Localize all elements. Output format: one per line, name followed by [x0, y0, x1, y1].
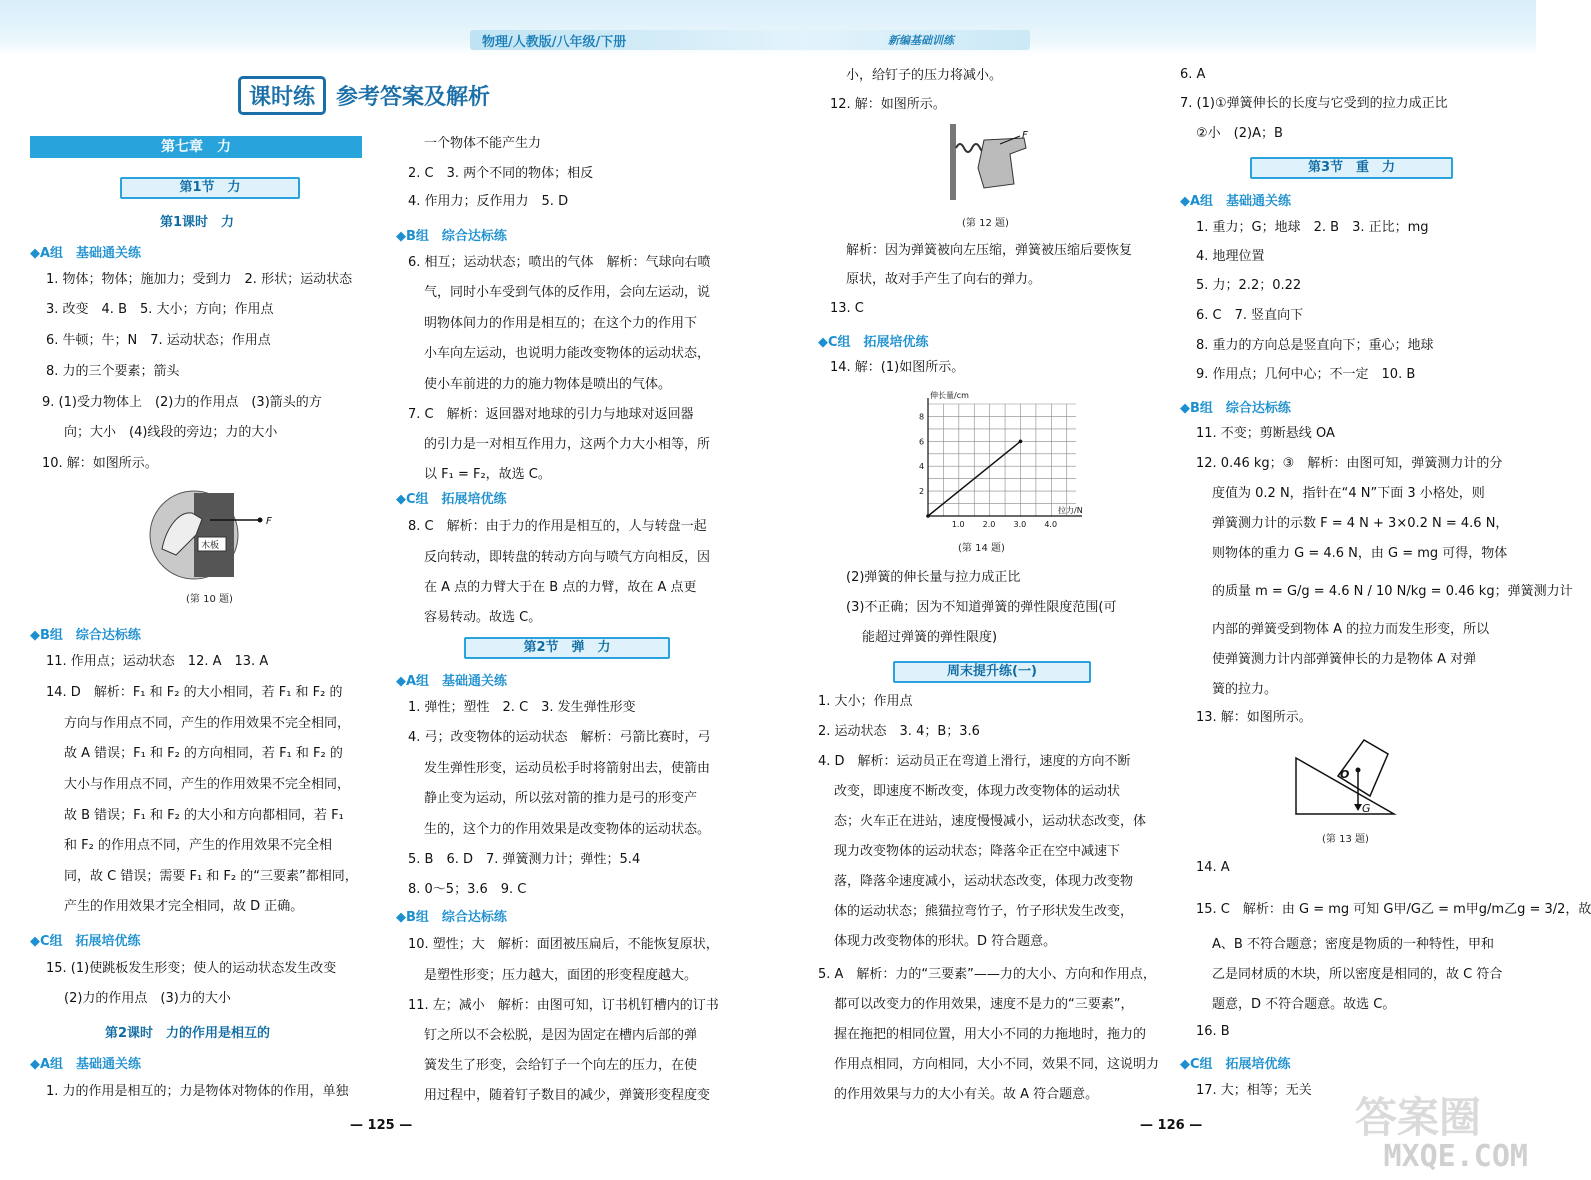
answer-line: 1. 重力；G；地球 2. B 3. 正比；mg — [1196, 220, 1429, 235]
figure-12-caption: (第 12 题) — [962, 218, 1009, 229]
group-c-label: ◆C组 拓展培优练 — [396, 492, 507, 507]
answer-line: 4. 弓；改变物体的运动状态 解析：弓箭比赛时，弓 — [408, 730, 711, 745]
answer-line: 13. 解：如图所示。 — [1196, 710, 1312, 725]
y-tick-label: 4 — [919, 462, 925, 472]
answer-line: 是塑性形变；压力越大，面团的形变程度越大。 — [424, 968, 698, 983]
chapter-heading: 第七章 力 — [30, 136, 362, 158]
title-rest: 参考答案及解析 — [336, 84, 491, 110]
answer-line: 14. D 解析：F₁ 和 F₂ 的大小相同，若 F₁ 和 F₂ 的 — [46, 685, 343, 700]
answer-line: 11. 作用点；运动状态 12. A 13. A — [46, 654, 269, 669]
lesson-heading-2: 第2课时 力的作用是相互的 — [105, 1026, 271, 1041]
answer-line: 6. A — [1180, 67, 1206, 82]
section-heading-2: 第2节 弹 力 — [464, 637, 670, 659]
answer-line: 11. 左；减小 解析：由图可知，订书机钉槽内的订书 — [408, 998, 719, 1013]
watermark-logo: 答案圈 — [1355, 1093, 1482, 1142]
answer-line: 的质量 m = G/g = 4.6 N / 10 N/kg = 0.46 kg；弹簧测力计 — [1212, 584, 1573, 599]
answer-line: 1. 物体；物体；施加力；受到力 2. 形状；运动状态 — [46, 272, 353, 287]
answer-line: 12. 0.46 kg；③ 解析：由图可知，弹簧测力计的分 — [1196, 456, 1503, 471]
x-tick-label: 4.0 — [1044, 520, 1058, 529]
answer-line: 5. B 6. D 7. 弹簧测力计；弹性；5.4 — [408, 852, 641, 867]
answer-line: 使小车前进的力的施力物体是喷出的气体。 — [424, 377, 672, 392]
answer-line: 现力改变物体的运动状态；降落伞正在空中减速下 — [834, 844, 1121, 859]
answer-line: 5. 力；2.2；0.22 — [1196, 278, 1302, 293]
answer-line: 体的运动状态；熊猫拉弯竹子，竹子形状发生改变， — [834, 904, 1134, 919]
answer-line: 气，同时小车受到气体的反作用，会向左运动，说 — [424, 285, 711, 300]
hand-icon — [978, 138, 1026, 188]
answer-line: 5. A 解析：力的“三要素”——力的大小、方向和作用点， — [818, 967, 1156, 982]
answer-line: 反向转动，即转盘的转动方向与喷气方向相反，因 — [424, 550, 711, 565]
answer-line: A、B 不符合题意；密度是物质的一种特性，甲和 — [1212, 937, 1494, 952]
answer-line: 11. 不变；剪断悬线 OA — [1196, 426, 1335, 441]
board-label: 木板 — [201, 541, 220, 551]
answer-line: 6. C 7. 竖直向下 — [1196, 308, 1304, 323]
answer-line: 乙是同材质的木块，所以密度是相同的，故 C 符合 — [1212, 967, 1503, 982]
group-b-label: ◆B组 综合达标练 — [1180, 401, 1291, 416]
group-b-label: ◆B组 综合达标练 — [30, 628, 141, 643]
weekly-heading: 周末提升练(一) — [893, 661, 1091, 683]
answer-line: 钉之所以不会松脱，是因为固定在槽内后部的弹 — [424, 1028, 698, 1043]
answer-line: 产生的作用效果才完全相同，故 D 正确。 — [64, 899, 304, 914]
answer-line: 10. 塑性；大 解析：面团被压扁后，不能恢复原状， — [408, 937, 719, 952]
answer-line: 大小与作用点不同，产生的作用效果不完全相同， — [64, 777, 351, 792]
answer-line: 1. 大小；作用点 — [818, 694, 913, 709]
wall-icon — [950, 124, 956, 200]
figure-10 — [148, 489, 288, 581]
answer-line: 3. 改变 4. B 5. 大小；方向；作用点 — [46, 302, 274, 317]
answer-line: ②小 (2)A；B — [1196, 126, 1283, 141]
group-a-label: ◆A组 基础通关练 — [30, 246, 142, 261]
answer-line: 16. B — [1196, 1024, 1230, 1039]
answer-line: 小，给钉子的压力将减小。 — [846, 68, 1003, 83]
x-axis-label: 拉力/N — [1058, 506, 1083, 515]
answer-line: 6. 牛顿；牛；N 7. 运动状态；作用点 — [46, 333, 271, 348]
figure-13 — [1292, 734, 1398, 818]
answer-line: 8. 重力的方向总是竖直向下；重心；地球 — [1196, 338, 1434, 353]
answer-line: 握在拖把的相同位置，用大小不同的力拖地时，拖力的 — [834, 1027, 1147, 1042]
answer-line: 以 F₁ = F₂，故选 C。 — [424, 467, 551, 482]
group-a-label: ◆A组 基础通关练 — [30, 1057, 142, 1072]
force-label: F — [266, 516, 272, 527]
answer-line: 发生弹性形变，运动员松手时将箭射出去，使箭由 — [424, 761, 711, 776]
force-point — [258, 518, 263, 523]
answer-line: 1. 力的作用是相互的；力是物体对物体的作用，单独 — [46, 1084, 349, 1099]
answer-line: 的作用效果与力的大小有关。故 A 符合题意。 — [834, 1087, 1099, 1102]
answer-line: 改变，即速度不断改变，体现力改变物体的运动状 — [834, 784, 1121, 799]
answer-line: 10. 解：如图所示。 — [42, 456, 158, 471]
answer-line: 4. 地理位置 — [1196, 249, 1265, 264]
data-point — [926, 514, 930, 518]
answer-line: 解析：因为弹簧被向左压缩，弹簧被压缩后要恢复 — [846, 243, 1133, 258]
answer-line: 8. 0～5；3.6 9. C — [408, 882, 527, 897]
answer-line: 15. (1)使跳板发生形变；使人的运动状态发生改变 — [46, 961, 337, 976]
group-b-label: ◆B组 综合达标练 — [396, 910, 507, 925]
group-c-label: ◆C组 拓展培优练 — [30, 934, 141, 949]
answer-line: 原状，故对手产生了向右的弹力。 — [846, 272, 1042, 287]
center-label: O — [1340, 768, 1350, 781]
book-info: 物理/人教版/八年级/下册 — [482, 35, 627, 50]
answer-line: 17. 大；相等；无关 — [1196, 1083, 1312, 1098]
answer-line: 7. C 解析：返回器对地球的引力与地球对返回器 — [408, 407, 694, 422]
group-a-label: ◆A组 基础通关练 — [1180, 194, 1292, 209]
answer-line: 13. C — [830, 301, 864, 316]
answer-line: 作用点相同，方向相同，大小不同，效果不同，这说明力 — [834, 1057, 1160, 1072]
answer-line: 6. 相互；运动状态；喷出的气体 解析：气球向右喷 — [408, 255, 711, 270]
answer-line: 小车向左运动，也说明力能改变物体的运动状态， — [424, 346, 711, 361]
y-tick-label: 2 — [919, 487, 925, 497]
figure-10-caption: (第 10 题) — [186, 594, 233, 605]
y-axis-label: 伸长量/cm — [930, 391, 969, 400]
answer-line: 态；火车正在进站，速度慢慢减小，运动状态改变，体 — [834, 814, 1147, 829]
lesson-heading-1: 第1课时 力 — [160, 215, 235, 230]
answer-line: 9. (1)受力物体上 (2)力的作用点 (3)箭头的方 — [42, 395, 322, 410]
answer-line: 容易转动。故选 C。 — [424, 610, 542, 625]
answer-line: 静止变为运动，所以弦对箭的推力是弓的形变产 — [424, 791, 698, 806]
answer-line: 4. 作用力；反作用力 5. D — [408, 194, 569, 209]
answer-line: 体现力改变物体的形状。D 符合题意。 — [834, 934, 1057, 949]
page-number-left: — 125 — — [350, 1118, 413, 1133]
watermark-site: MXQE.COM — [1383, 1139, 1528, 1174]
answer-line: 题意，D 不符合题意。故选 C。 — [1212, 997, 1396, 1012]
answer-line: 簧的拉力。 — [1212, 682, 1278, 697]
group-b-label: ◆B组 综合达标练 — [396, 229, 507, 244]
answer-line: (2)弹簧的伸长量与拉力成正比 — [846, 570, 1021, 585]
answer-line: 一个物体不能产生力 — [424, 136, 542, 151]
answer-line: 4. D 解析：运动员正在弯道上滑行，速度的方向不断 — [818, 754, 1131, 769]
x-tick-label: 2.0 — [982, 520, 996, 529]
answer-line: 方向与作用点不同，产生的作用效果不完全相同， — [64, 716, 351, 731]
answer-line: 用过程中，随着钉子数目的减少，弹簧形变程度变 — [424, 1088, 711, 1103]
answer-line: 簧发生了形变，会给钉子一个向左的压力，在使 — [424, 1058, 698, 1073]
answer-line: 能超过弹簧的弹性限度) — [862, 630, 998, 645]
force-label: F — [1022, 130, 1028, 141]
header-bar — [0, 0, 1536, 56]
group-c-label: ◆C组 拓展培优练 — [818, 335, 929, 350]
answer-line: 度值为 0.2 N，指针在“4 N”下面 3 小格处，则 — [1212, 486, 1485, 501]
answer-line: 落，降落伞速度减小，运动状态改变，体现力改变物 — [834, 874, 1134, 889]
page-number-right: — 126 — — [1140, 1118, 1203, 1133]
answer-line: 7. (1)①弹簧伸长的长度与它受到的拉力成正比 — [1180, 96, 1448, 111]
answer-line: 同，故 C 错误；需要 F₁ 和 F₂ 的“三要素”都相同， — [64, 869, 358, 884]
group-c-label: ◆C组 拓展培优练 — [1180, 1057, 1291, 1072]
answer-line: 都可以改变力的作用效果，速度不是力的“三要素”， — [834, 997, 1134, 1012]
answer-line: 14. A — [1196, 860, 1230, 875]
answer-line: 则物体的重力 G = 4.6 N，由 G = mg 可得，物体 — [1212, 546, 1508, 561]
section-heading-1: 第1节 力 — [120, 177, 300, 199]
answer-line: 向；大小 (4)线段的旁边；力的大小 — [64, 425, 278, 440]
answer-line: 内部的弹簧受到物体 A 的拉力而发生形变，所以 — [1212, 622, 1490, 637]
answer-line: 2. 运动状态 3. 4；B；3.6 — [818, 724, 980, 739]
answer-line: 使弹簧测力计内部弹簧伸长的力是物体 A 对弹 — [1212, 652, 1477, 667]
answer-line: 的引力是一对相互作用力，这两个力大小相等，所 — [424, 437, 711, 452]
x-tick-label: 3.0 — [1013, 520, 1027, 529]
figure-14-chart — [910, 388, 1090, 534]
answer-line: 在 A 点的力臂大于在 B 点的力臂，故在 A 点更 — [424, 580, 697, 595]
answer-line: 明物体间力的作用是相互的；在这个力的作用下 — [424, 316, 698, 331]
answer-line: (3)不正确；因为不知道弹簧的弹性限度范围(可 — [846, 600, 1117, 615]
y-tick-label: 6 — [919, 437, 925, 447]
y-tick-label: 8 — [919, 412, 925, 422]
answer-line: (2)力的作用点 (3)力的大小 — [64, 991, 231, 1006]
section-heading-3: 第3节 重 力 — [1250, 157, 1453, 179]
answer-line: 12. 解：如图所示。 — [830, 97, 946, 112]
gravity-label: G — [1362, 802, 1371, 815]
answer-line: 8. C 解析：由于力的作用是相互的，人与转盘一起 — [408, 519, 707, 534]
figure-13-caption: (第 13 题) — [1322, 834, 1369, 845]
answer-line: 2. C 3. 两个不同的物体；相反 — [408, 166, 594, 181]
answer-line: 和 F₂ 的作用点不同，产生的作用效果不完全相 — [64, 838, 332, 853]
answer-line: 9. 作用点；几何中心；不一定 10. B — [1196, 367, 1416, 382]
answer-line: 1. 弹性；塑性 2. C 3. 发生弹性形变 — [408, 700, 636, 715]
data-point — [1019, 440, 1023, 444]
answer-line: 8. 力的三个要素；箭头 — [46, 364, 180, 379]
answer-line: 弹簧测力计的示数 F = 4 N + 3×0.2 N = 4.6 N， — [1212, 516, 1509, 531]
figure-14-caption: (第 14 题) — [958, 543, 1005, 554]
group-a-label: ◆A组 基础通关练 — [396, 674, 508, 689]
answer-line: 生的，这个力的作用效果是改变物体的运动状态。 — [424, 822, 711, 837]
page-title — [238, 77, 490, 113]
x-tick-label: 1.0 — [951, 520, 965, 529]
figure-12 — [944, 122, 1044, 202]
answer-line: 14. 解：(1)如图所示。 — [830, 360, 965, 375]
answer-line: 15. C 解析：由 G = mg 可知 G甲/G乙 = m甲g/m乙g = 3/2，故 — [1196, 902, 1591, 917]
wall-board — [194, 493, 234, 577]
brand-name: 新编基础训练 — [888, 34, 954, 47]
answer-line: 故 B 错误；F₁ 和 F₂ 的大小和方向都相同，若 F₁ — [64, 808, 344, 823]
title-box: 课时练 — [238, 76, 326, 115]
answer-line: 故 A 错误；F₁ 和 F₂ 的方向相同，若 F₁ 和 F₂ 的 — [64, 746, 343, 761]
